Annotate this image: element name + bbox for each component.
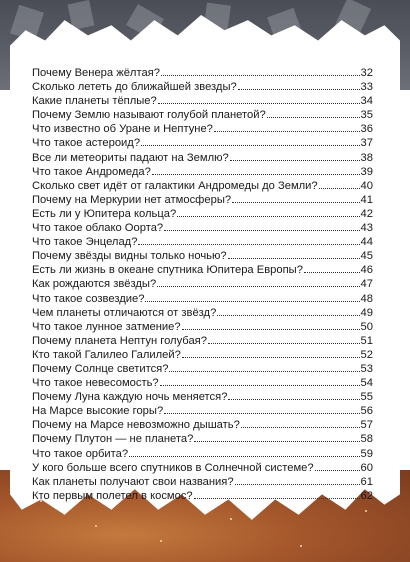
toc-dot-leader: [138, 235, 359, 245]
toc-entry-title: Почему на Марсе невозможно дышать?: [32, 419, 240, 432]
toc-dot-leader: [217, 306, 359, 316]
toc-entry: [32, 221, 373, 235]
toc-dot-leader: [164, 404, 359, 414]
toc-entry: [32, 404, 373, 418]
toc-dot-leader: [230, 151, 360, 161]
toc-entry-title: Почему Венера жёлтая?: [32, 67, 160, 79]
toc-dot-leader: [158, 94, 360, 104]
toc-dot-leader: [228, 249, 360, 259]
toc-dot-leader: [304, 263, 360, 273]
toc-entry-title: Есть ли жизнь в океане спутника Юпитера Европы?: [32, 264, 303, 277]
toc-entry-page: 55: [360, 391, 373, 404]
toc-dot-leader: [241, 418, 360, 428]
toc-entry-page: 62: [360, 489, 373, 502]
star-dot: [230, 518, 232, 520]
toc-entry-title: Что такое Энцелад?: [32, 236, 138, 249]
toc-entry-page: 41: [360, 193, 373, 206]
toc-dot-leader: [129, 447, 359, 457]
toc-entry-page: 54: [360, 377, 373, 390]
toc-entry-title: Кто первым полетел в космос?: [32, 489, 193, 502]
toc-dot-leader: [194, 432, 359, 442]
toc-dot-leader: [182, 348, 360, 358]
toc-entry: [32, 263, 373, 277]
toc-entry-title: Все ли метеориты падают на Землю?: [32, 151, 229, 164]
star-dot: [95, 525, 97, 527]
toc-entry: [32, 66, 373, 80]
toc-dot-leader: [267, 108, 360, 118]
toc-entry-page: 43: [360, 222, 373, 235]
toc-entry: [32, 348, 373, 362]
toc-dot-leader: [232, 193, 359, 203]
toc-entry-page: 46: [360, 264, 373, 277]
toc-dot-leader: [182, 320, 360, 330]
table-of-contents: [32, 66, 373, 503]
toc-entry: [32, 418, 373, 432]
toc-entry-title: Почему Луна каждую ночь меняется?: [32, 391, 228, 404]
toc-entry-title: Что такое лунное затмение?: [32, 320, 181, 333]
toc-entry-title: Почему на Меркурии нет атмосферы?: [32, 193, 232, 206]
toc-entry-page: 45: [360, 250, 373, 263]
toc-entry: [32, 249, 373, 263]
toc-entry-page: 37: [360, 137, 373, 150]
toc-entry-title: У кого больше всего спутников в Солнечной системе?: [32, 461, 314, 474]
toc-entry: [32, 235, 373, 249]
toc-entry-page: 60: [360, 461, 373, 474]
toc-dot-leader: [152, 165, 360, 175]
toc-entry-title: Что такое облако Оорта?: [32, 222, 164, 235]
toc-entry: [32, 376, 373, 390]
toc-entry-page: 53: [360, 362, 373, 375]
toc-dot-leader: [208, 334, 360, 344]
toc-entry: [32, 122, 373, 136]
toc-entry-page: 35: [360, 109, 373, 122]
toc-entry: [32, 320, 373, 334]
toc-entry: [32, 136, 373, 150]
toc-entry-page: 34: [360, 95, 373, 108]
toc-entry-page: 51: [360, 334, 373, 347]
toc-dot-leader: [169, 362, 359, 372]
toc-entry-page: 52: [360, 348, 373, 361]
toc-entry-title: Сколько свет идёт от галактики Андромеды до Земли?: [32, 179, 318, 192]
toc-entry-title: Почему звёзды видны только ночью?: [32, 250, 227, 263]
toc-entry: [32, 207, 373, 221]
toc-entry-title: На Марсе высокие горы?: [32, 405, 164, 418]
toc-entry-page: 32: [360, 67, 373, 79]
toc-entry-page: 61: [360, 475, 373, 488]
toc-entry: [32, 151, 373, 165]
toc-entry-page: 47: [360, 278, 373, 291]
toc-dot-leader: [161, 66, 360, 76]
toc-entry: [32, 193, 373, 207]
toc-entry: [32, 447, 373, 461]
toc-entry: [32, 306, 373, 320]
toc-dot-leader: [194, 489, 360, 499]
toc-entry: [32, 362, 373, 376]
toc-entry-title: Почему планета Нептун голубая?: [32, 334, 207, 347]
toc-entry-page: 58: [360, 433, 373, 446]
star-dot: [300, 545, 302, 547]
toc-dot-leader: [228, 390, 359, 400]
toc-entry-title: Почему Солнце светится?: [32, 362, 169, 375]
toc-entry-title: Как рождаются звёзды?: [32, 278, 157, 291]
toc-entry: [32, 390, 373, 404]
toc-entry: [32, 94, 373, 108]
toc-entry: [32, 461, 373, 475]
star-dot: [160, 540, 162, 542]
toc-entry-title: Чем планеты отличаются от звёзд?: [32, 306, 217, 319]
toc-entry-page: 50: [360, 320, 373, 333]
toc-entry-title: Что такое невесомость?: [32, 377, 159, 390]
toc-entry-title: Сколько лететь до ближайшей звезды?: [32, 81, 237, 94]
toc-entry-title: Есть ли у Юпитера кольца?: [32, 207, 177, 220]
toc-entry-title: Что такое орбита?: [32, 447, 129, 460]
toc-dot-leader: [157, 277, 359, 287]
toc-entry-title: Что такое Андромеда?: [32, 165, 151, 178]
toc-dot-leader: [145, 292, 359, 302]
toc-entry-title: Кто такой Галилео Галилей?: [32, 348, 181, 361]
toc-entry: [32, 108, 373, 122]
star-dot: [365, 510, 367, 512]
toc-entry: [32, 80, 373, 94]
toc-entry-page: 42: [360, 207, 373, 220]
toc-entry-page: 57: [360, 419, 373, 432]
toc-entry-title: Что такое созвездие?: [32, 292, 145, 305]
toc-dot-leader: [319, 179, 360, 189]
toc-entry: [32, 475, 373, 489]
toc-entry-page: 44: [360, 236, 373, 249]
toc-dot-leader: [177, 207, 359, 217]
toc-entry: [32, 165, 373, 179]
toc-entry: [32, 277, 373, 291]
toc-entry-title: Какие планеты тёплые?: [32, 95, 157, 108]
toc-entry: [32, 179, 373, 193]
toc-entry-page: 49: [360, 306, 373, 319]
toc-dot-leader: [164, 221, 359, 231]
toc-entry-page: 36: [360, 123, 373, 136]
toc-entry-page: 33: [360, 81, 373, 94]
toc-entry: [32, 334, 373, 348]
toc-entry: [32, 432, 373, 446]
toc-dot-leader: [315, 461, 360, 471]
toc-entry-page: 59: [360, 447, 373, 460]
toc-entry: [32, 292, 373, 306]
toc-dot-leader: [238, 80, 360, 90]
toc-entry-title: Что известно об Уране и Нептуне?: [32, 123, 213, 136]
toc-entry-page: 39: [360, 165, 373, 178]
toc-entry-page: 48: [360, 292, 373, 305]
toc-entry-title: Что такое астероид?: [32, 137, 141, 150]
toc-entry-page: 38: [360, 151, 373, 164]
toc-dot-leader: [235, 475, 360, 485]
toc-dot-leader: [160, 376, 360, 386]
toc-entry-title: Как планеты получают свои названия?: [32, 475, 234, 488]
toc-dot-leader: [141, 136, 359, 146]
toc-entry-title: Почему Землю называют голубой планетой?: [32, 109, 266, 122]
toc-dot-leader: [214, 122, 360, 132]
toc-entry-page: 56: [360, 405, 373, 418]
toc-entry: [32, 489, 373, 503]
toc-entry-page: 40: [360, 179, 373, 192]
toc-entry-title: Почему Плутон — не планета?: [32, 433, 194, 446]
